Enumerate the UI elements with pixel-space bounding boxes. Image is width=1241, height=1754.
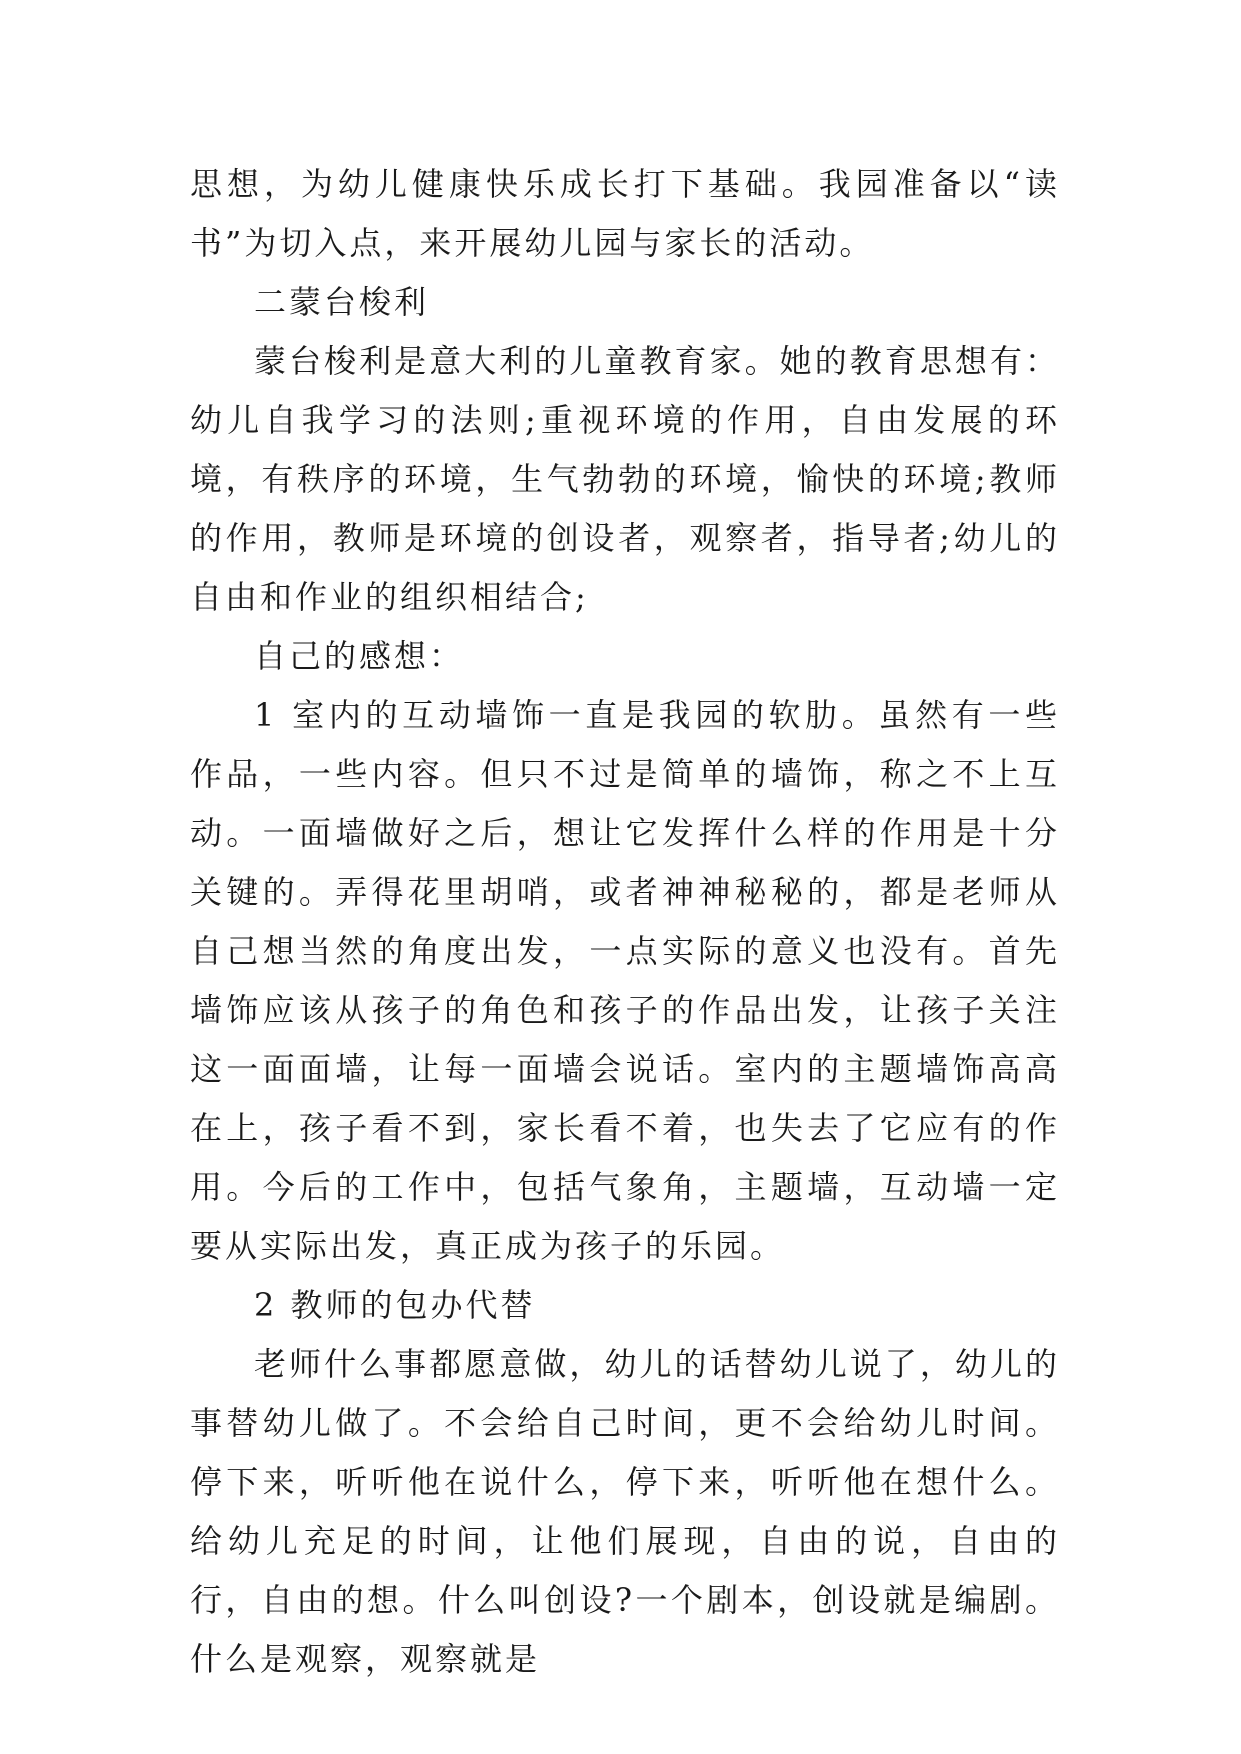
paragraph-montessori-ideas: 蒙台梭利是意大利的儿童教育家。她的教育思想有：幼儿自我学习的法则;重视环境的作用，自由发展的环境，有秩序的环境，生气勃勃的环境，愉快的环境;教师的作用，教师是环境的创设者，观察者，指导者;幼儿的自由和作业的组织相结合; [190,342,1060,616]
paragraph-wall-decoration: 1 室内的互动墙饰一直是我园的软肋。虽然有一些作品，一些内容。但只不过是简单的墙饰，称之不上互动。一面墙做好之后，想让它发挥什么样的作用是十分关键的。弄得花里胡哨，或者神神秘秘的，都是老师从自己想当然的角度出发，一点实际的意义也没有。首先墙饰应该从孩子的角色和孩子的作品出发，让孩子关注这一面面墙，让每一面墙会说话。室内的主题墙饰高高在上，孩子看不到，家长看不着，也失去了它应有的作用。今后的工作中，包括气象角，主题墙，互动墙一定要从实际出发，真正成为孩子的乐园。 [190,696,1060,1265]
section-heading-reflections: 自己的感想： [254,637,465,675]
document-body [190,155,1060,1689]
paragraph-continuation: 思想，为幼儿健康快乐成长打下基础。我园准备以“读书”为切入点，来开展幼儿园与家长的活动。 [190,165,1060,262]
section-heading-teacher-takeover: 2 教师的包办代替 [254,1286,536,1324]
section-heading-montessori: 二蒙台梭利 [254,283,430,321]
paragraph-teacher-takeover: 老师什么事都愿意做，幼儿的话替幼儿说了，幼儿的事替幼儿做了。不会给自己时间，更不会给幼儿时间。停下来，听听他在说什么，停下来，听听他在想什么。给幼儿充足的时间，让他们展现，自由的说，自由的行，自由的想。什么叫创设?一个剧本，创设就是编剧。什么是观察，观察就是 [190,1345,1060,1678]
